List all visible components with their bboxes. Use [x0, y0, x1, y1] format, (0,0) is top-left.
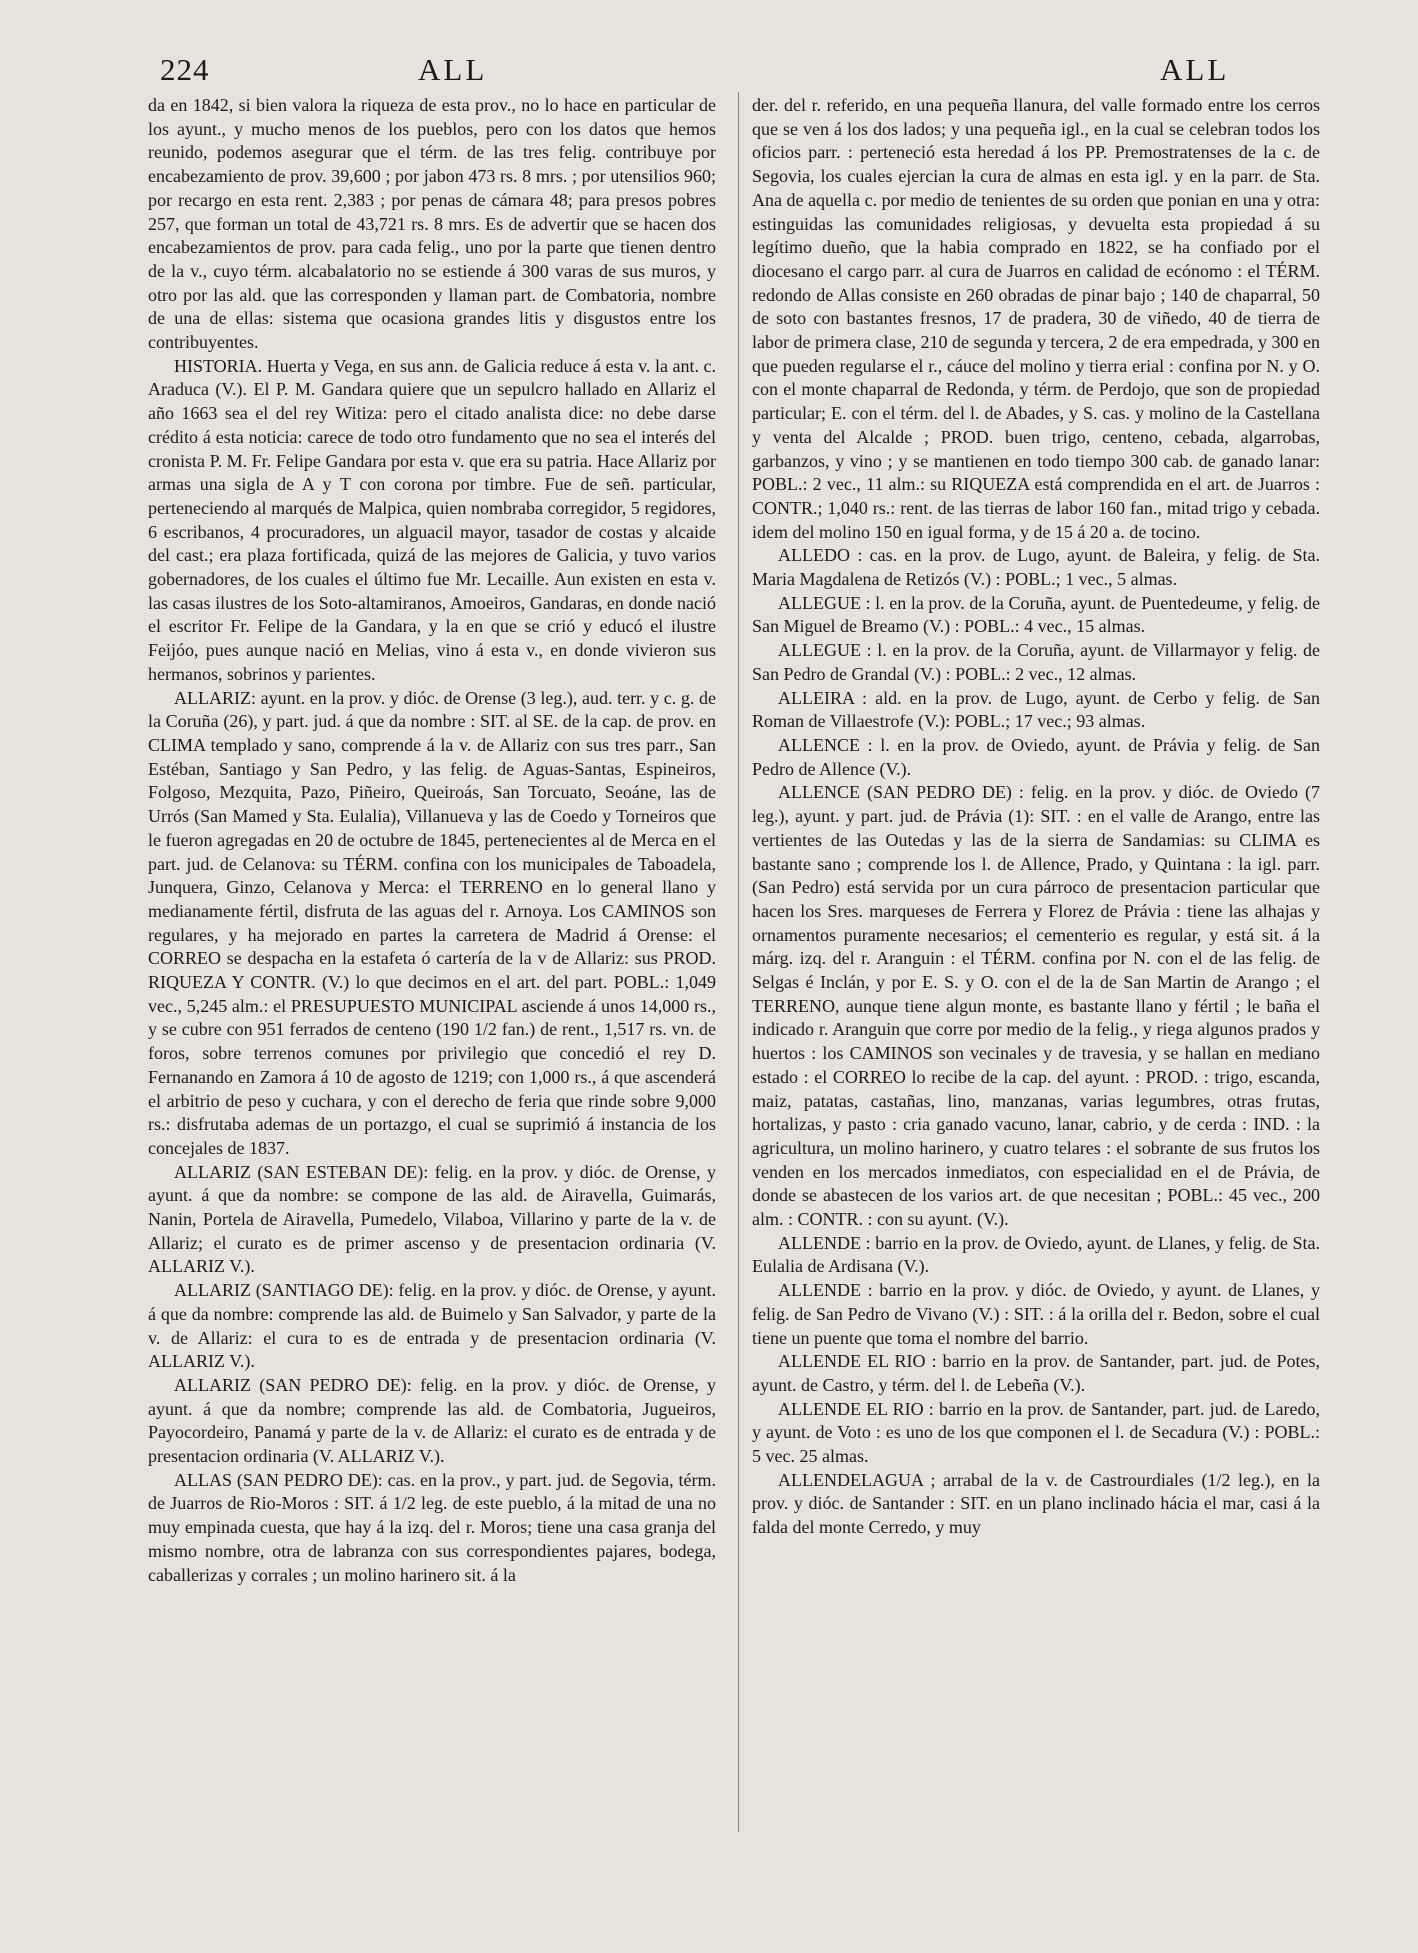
entry-paragraph: der. del r. referido, en una pequeña llanura, del valle formado entre los cerros que se ven á los dos lados; y una pequeña igl., en la cual se celebran todos los oficios parr. : perteneció esta heredad á los PP. Premostratenses de la c. de Segovia, los cuales ejercian la cura de almas en esta igl. y en la parr. de Sta. Ana de aquella c. por medio de tenientes de su orden que ponian en una y otra: estinguidas las comunidades religiosas, y devuelta esta propiedad á su legítimo dueño, que la habia comprado en 1822, se ha confiado por el diocesano el cargo parr. al cura de Juarros en calidad de ecónomo : el TÉRM. redondo de Allas consiste en 260 obradas de pinar bajo ; 140 de chaparral, 50 de soto con bastantes fresnos, 17 de pradera, 30 de viñedo, 40 de tierra de labor de primera clase, 210 de segunda y tercera, 2 de era empedrada, y 300 en que pueden regularse el r., cáuce del molino y tierra erial : confina por N. y O. con el monte chaparral de Redonda, y térm. de Perdojo, que son de propiedad particular; E. con el térm. del l. de Abades, y S. cas. y molino de la Castellana y venta del Alcalde ; PROD. buen trigo, centeno, cebada, algarrobas, garbanzos, y vino ; y se mantienen en todo tiempo 300 cab. de ganado lanar: POBL.: 2 vec., 11 alm.: su RIQUEZA está comprendida en el art. de Juarros : CONTR.; 1,040 rs.: rent. de las tierras de labor 160 fan., mitad trigo y cebada. idem del molino 150 en igual forma, y de 15 á 20 a. de tocino.: [752, 95, 1320, 542]
entry-paragraph: ALLARIZ: ayunt. en la prov. y dióc. de Orense (3 leg.), aud. terr. y c. g. de la Coruña (26), y part. jud. á que da nombre : SIT. al SE. de la cap. de prov. en CLIMA templado y sano, comprende á la v. de Allariz con sus tres parr., San Estéban, Santiago y San Pedro, y las felig. de Aguas-Santas, Espineiros, Folgoso, Mezquita, Pazo, Piñeiro, Queiroás, San Torcuato, Seoáne, las de Urrós (San Mamed y Sta. Eulalia), Villanueva y las de Coedo y Torneiros que le fueron agregadas en 20 de octubre de 1845, pertenecientes al de Merca en el part. jud. de Celanova: su TÉRM. confina con los municipales de Taboadela, Junquera, Ginzo, Celanova y Merca: el TERRENO en lo general llano y medianamente fértil, disfruta de las aguas del r. Arnoya. Los CAMINOS son regulares, y ha mejorado en partes la carretera de Madrid á Orense: el CORREO se despacha en la estafeta ó cartería de la v de Allariz: sus PROD. RIQUEZA Y CONTR. (V.) lo que decimos en el art. del part. POBL.: 1,049 vec., 5,245 alm.: el PRESUPUESTO MUNICIPAL asciende á unos 14,000 rs., y se cubre con 951 ferrados de centeno (190 1/2 fan.) de rent., 1,517 rs. vn. de foros, sobre terrenos comunes por privilegio que concedió el rey D. Fernanando en Zamora á 10 de agosto de 1219; con 1,000 rs., á que ascenderá el arbitrio de peso y cuchara, y con el derecho de feria que rinde sobre 9,000 rs.: disfrutaba ademas de un portazgo, el cual se suprimió á instancia de los concejales de 1837.: [148, 687, 716, 1158]
right-running-headword: ALL: [1160, 52, 1230, 87]
entry-paragraph: ALLARIZ (SAN ESTEBAN DE): felig. en la prov. y dióc. de Orense, y ayunt. á que da nombre: se compone de las ald. de Airavella, Guimarás, Nanin, Portela de Airavella, Pumedelo, Vilaboa, Villarino y parte de la v. de Allariz; el curato es de primer ascenso y de presentacion ordinaria (V. ALLARIZ V.).: [148, 1161, 716, 1277]
entry-paragraph: ALLARIZ (SAN PEDRO DE): felig. en la prov. y dióc. de Orense, y ayunt. á que da nombre; comprende las ald. de Combatoria, Jugueiros, Payocordeiro, Panamá y parte de la v. de Allariz: el curato es de entrada y de presentacion ordinaria (V. ALLARIZ V.).: [148, 1374, 716, 1467]
page-header: [160, 50, 1340, 90]
entry-paragraph: ALLENDE EL RIO : barrio en la prov. de Santander, part. jud. de Potes, ayunt. de Castro, y térm. del l. de Lebeña (V.).: [752, 1351, 1320, 1395]
entry-paragraph: ALLEDO : cas. en la prov. de Lugo, ayunt. de Baleira, y felig. de Sta. Maria Magdalena de Retizós (V.) : POBL.; 1 vec., 5 almas.: [752, 545, 1320, 590]
entry-paragraph: ALLENDE EL RIO : barrio en la prov. de Santander, part. jud. de Laredo, y ayunt. de Voto : es uno de los que componen el l. de Secadura (V.) : POBL.: 5 vec. 25 almas.: [752, 1398, 1320, 1467]
entry-paragraph: ALLENCE (SAN PEDRO DE) : felig. en la prov. y dióc. de Oviedo (7 leg.), ayunt. y part. jud. de Právia (1): SIT. : en el valle de Arango, entre las vertientes de las Outedas y las de la sierra de Sandamias: su CLIMA es bastante sano ; comprende los l. de Allence, Prado, y Quintana : la igl. parr. (San Pedro) está servida por un cura párroco de presentacion particular que hacen los Sres. marqueses de Ferrera y Florez de Právia : tiene las alhajas y ornamentos puramente necesarios; el cementerio es regular, y está sit. á la márg. izq. del r. Aranguin : el TÉRM. confina por N. con el de las felig. de Selgas é Inclán, y por E. S. y O. con el de la de San Martin de Arango ; el TERRENO, aunque tiene algun monte, es bastante llano y fértil ; le baña el indicado r. Aranguin que corre por medio de la felig., y riega algunos prados y huertos : los CAMINOS son vecinales y de travesia, y se hallan en mediano estado : el CORREO lo recibe de la cap. del ayunt. : PROD. : trigo, escanda, maiz, patatas, castañas, lino, manzanas, varias legumbres, otras frutas, hortalizas, y pasto : cria ganado vacuno, lanar, cabrio, y de cerda : IND. : la agricultura, un molino harinero, y cuatro telares : el sobrante de sus frutos los venden en los mercados inmediatos, con especialidad en el de Právia, de donde se abastecen de los varios art. de que necesitan ; POBL.: 45 vec., 200 alm. : CONTR. : con su ayunt. (V.).: [752, 782, 1320, 1230]
entry-paragraph: da en 1842, si bien valora la riqueza de esta prov., no lo hace en particular de los ayunt., y mucho menos de los pueblos, pero con los datos que hemos reunido, podemos asegurar que el térm. de las tres felig. contribuye por encabezamiento de prov. 39,600 ; por jabon 473 rs. 8 mrs. ; por utensilios 960; por recargo en esta rent. 2,383 ; por penas de cámara 48; para presos pobres 257, que forman un total de 43,721 rs. 8 mrs. Es de advertir que se hacen dos encabezamientos de prov. para cada felig., uno por la parte que tienen dentro de la v., cuyo térm. alcabalatorio no se estiende á 300 varas de sus muros, y otro por las ald. que las corresponden y llaman part. de Combatoria, nombre de una de ellas: sistema que ocasiona grandes litis y disgustos entre los contribuyentes.: [148, 95, 716, 353]
right-column: [752, 94, 1320, 1540]
entry-paragraph: ALLARIZ (SANTIAGO DE): felig. en la prov. y dióc. de Orense, y ayunt. á que da nombre: comprende las ald. de Buimelo y San Salvador, y parte de la v. de Allariz: el cura to es de entrada y de presentacion ordinaria (V. ALLARIZ V.).: [148, 1280, 716, 1372]
entry-paragraph: ALLEGUE : l. en la prov. de la Coruña, ayunt. de Villarmayor y felig. de San Pedro de Grandal (V.) : POBL.: 2 vec., 12 almas.: [752, 640, 1320, 684]
left-running-headword: ALL: [418, 52, 488, 87]
page-number: 224: [160, 52, 210, 87]
entry-paragraph: ALLEIRA : ald. en la prov. de Lugo, ayunt. de Cerbo y felig. de San Roman de Villaestrofe (V.): POBL.; 17 vec.; 93 almas.: [752, 687, 1320, 732]
entry-paragraph: ALLENDELAGUA ; arrabal de la v. de Castrourdiales (1/2 leg.), en la prov. y dióc. de Santander : SIT. en un plano inclinado hácia el mar, casi á la falda del monte Cerredo, y muy: [752, 1469, 1320, 1538]
entry-paragraph: ALLENCE : l. en la prov. de Oviedo, ayunt. de Právia y felig. de San Pedro de Allence (V.).: [752, 734, 1320, 779]
column-divider: [738, 92, 739, 1832]
entry-paragraph: ALLENDE : barrio en la prov. y dióc. de Oviedo, y ayunt. de Llanes, y felig. de San Pedro de Vivano (V.) : SIT. : á la orilla del r. Bedon, sobre el cual tiene un puente que toma el nombre del barrio.: [752, 1280, 1320, 1348]
entry-paragraph: ALLENDE : barrio en la prov. de Oviedo, ayunt. de Llanes, y felig. de Sta. Eulalia de Ardisana (V.).: [752, 1232, 1320, 1277]
entry-paragraph: ALLAS (SAN PEDRO DE): cas. en la prov., y part. jud. de Segovia, térm. de Juarros de Rio-Moros : SIT. á 1/2 leg. de este pueblo, á la mitad de una no muy empinada cuesta, que hay á la izq. del r. Moros; tiene una casa granja del mismo nombre, otra de labranza con sus correspondientes pajares, bodega, caballerizas y corrales ; un molino harinero sit. á la: [148, 1469, 716, 1585]
entry-paragraph: ALLEGUE : l. en la prov. de la Coruña, ayunt. de Puentedeume, y felig. de San Miguel de Breamo (V.) : POBL.: 4 vec., 15 almas.: [752, 592, 1320, 637]
entry-paragraph: HISTORIA. Huerta y Vega, en sus ann. de Galicia reduce á esta v. la ant. c. Araduca (V.). El P. M. Gandara quiere que un sepulcro hallado en Allariz el año 1663 sea el del rey Witiza: pero el citado analista dice: no debe darse crédito á esta noticia: carece de todo otro fundamento que no sea el interés del cronista P. M. Fr. Felipe Gandara por esta v. que era su patria. Hace Allariz por armas una sigla de A y T con corona por timbre. Fue de señ. particular, perteneciendo al marqués de Malpica, quien nombraba corregidor, 5 regidores, 6 escribanos, 4 procuradores, un alguacil mayor, tasador de costas y alcaide del cast.; era plaza fortificada, quizá de las mejores de Galicia, y tuvo varios gobernadores, de los cuales el último fue Mr. Lecaille. Aun existen en esta v. las casas ilustres de los Soto-altamiranos, Amoeiros, Gandaras, en donde nació el escritor Fr. Felipe de la Gandara, y la en que se crió y educó el ilustre Feijóo, pues aunque nació en Melias, vino á esta v., en donde vivieron sus hermanos, sobrinos y parientes.: [148, 355, 716, 684]
left-column: [148, 94, 716, 1587]
